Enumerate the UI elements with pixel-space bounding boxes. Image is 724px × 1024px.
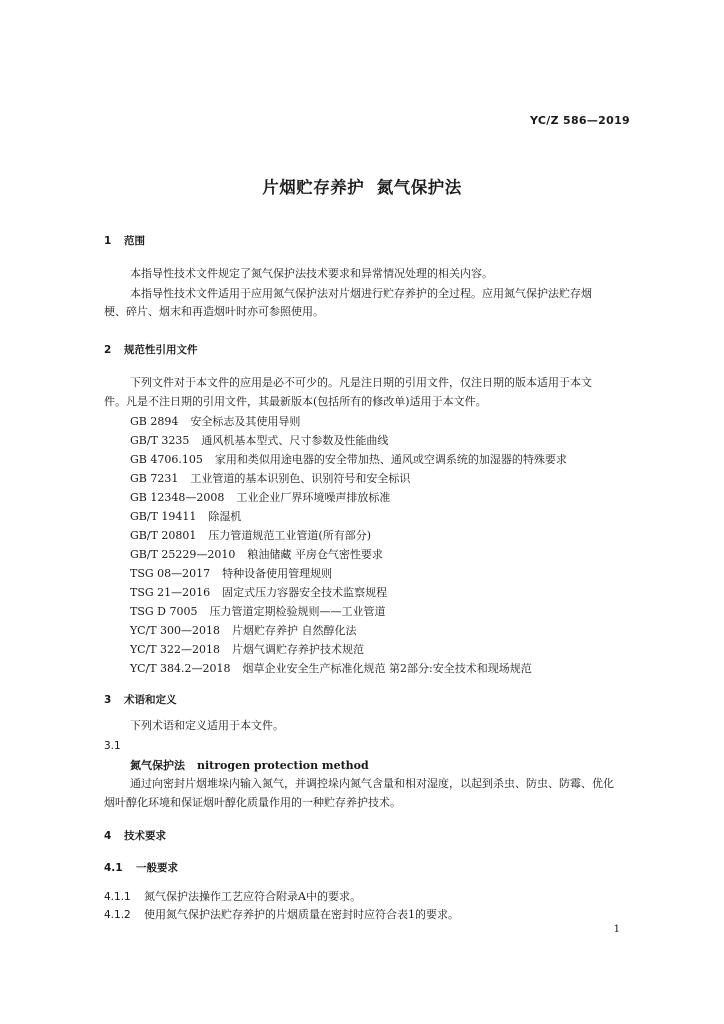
reference-title: 除湿机: [208, 510, 242, 523]
clause-text: 使用氮气保护法贮存养护的片烟质量在密封时应符合表1的要求。: [144, 908, 459, 921]
reference-item: [130, 413, 300, 429]
reference-item: [130, 565, 332, 581]
paragraph: 本指导性技术文件规定了氮气保护法技术要求和异常情况处理的相关内容。: [130, 267, 493, 280]
clause-4-1-1: [104, 888, 361, 904]
reference-title: 特种设备使用管理规则: [222, 567, 333, 580]
section-number: 1: [104, 235, 112, 247]
reference-item: [130, 432, 388, 448]
reference-title: 片烟贮存养护 自然醇化法: [232, 624, 357, 637]
reference-code: GB/T 25229—2010: [130, 548, 236, 561]
paragraph: 本指导性技术文件适用于应用氮气保护法对片烟进行贮存养护的全过程。应用氮气保护法贮存烟: [130, 287, 592, 300]
term-definition-continuation: 烟叶醇化环境和保证烟叶醇化质量作用的一种贮存养护技术。: [104, 796, 401, 809]
reference-title: 固定式压力容器安全技术监察规程: [222, 586, 388, 599]
reference-item: [130, 527, 371, 543]
section-2-heading: [104, 342, 198, 357]
reference-item: [130, 546, 383, 562]
section-number: 3: [104, 694, 112, 706]
reference-code: GB 12348—2008: [130, 491, 225, 504]
reference-title: 烟草企业安全生产标准化规范 第2部分:安全技术和现场规范: [242, 662, 532, 675]
reference-item: [130, 489, 390, 505]
reference-title: 压力管道规范工业管道(所有部分): [208, 529, 371, 542]
reference-code: GB 4706.105: [130, 453, 203, 466]
term-definition: 通过向密封片烟堆垛内输入氮气，并调控垛内氮气含量和相对湿度，以起到杀虫、防虫、防霉、优化: [130, 777, 614, 790]
section-title: 技术要求: [124, 830, 166, 842]
reference-item: [130, 470, 410, 486]
reference-code: GB 7231: [130, 472, 179, 485]
section-4-heading: [104, 828, 166, 843]
section-title: 规范性引用文件: [124, 344, 198, 356]
paragraph: 下列术语和定义适用于本文件。: [130, 719, 284, 732]
term-entry: [130, 757, 369, 773]
term-chinese: 氮气保护法: [130, 759, 185, 772]
term-english: nitrogen protection method: [197, 759, 369, 772]
reference-title: 粮油储藏 平房仓气密性要求: [247, 548, 383, 561]
clause-text: 氮气保护法操作工艺应符合附录A中的要求。: [144, 890, 361, 903]
section-1-heading: [104, 233, 145, 248]
reference-code: TSG 21—2016: [130, 586, 211, 599]
reference-code: YC/T 384.2—2018: [130, 662, 231, 675]
reference-item: [130, 508, 241, 524]
reference-title: 家用和类似用途电器的安全带加热、通风或空调系统的加湿器的特殊要求: [214, 453, 567, 466]
paragraph: 下列文件对于本文件的应用是必不可少的。凡是注日期的引用文件，仅注日期的版本适用于本文: [130, 376, 592, 389]
reference-item: [130, 641, 364, 657]
reference-item: [130, 584, 387, 600]
reference-title: 通风机基本型式、尺寸参数及性能曲线: [201, 434, 389, 447]
reference-item: [130, 622, 357, 638]
section-title: 范围: [124, 235, 145, 247]
section-number: 4: [104, 830, 112, 842]
reference-code: GB/T 19411: [130, 510, 197, 523]
reference-title: 片烟气调贮存养护技术规范: [232, 643, 365, 656]
paragraph-continuation: 件。凡是不注日期的引用文件，其最新版本(包括所有的修改单)适用于本文件。: [104, 395, 487, 408]
reference-code: GB/T 20801: [130, 529, 197, 542]
reference-code: GB 2894: [130, 415, 179, 428]
reference-code: TSG 08—2017: [130, 567, 211, 580]
section-number: 2: [104, 344, 112, 356]
standard-number: YC/Z 586—2019: [530, 114, 630, 127]
clause-4-1-2: [104, 906, 459, 922]
section-title: 术语和定义: [124, 694, 177, 706]
reference-code: YC/T 322—2018: [130, 643, 221, 656]
document-title: 片烟贮存养护 氮气保护法: [262, 178, 462, 197]
term-number: 3.1: [104, 740, 121, 752]
clause-number: 4.1.2: [104, 909, 131, 921]
reference-code: GB/T 3235: [130, 434, 190, 447]
reference-item: [130, 451, 567, 467]
clause-number: 4.1.1: [104, 891, 131, 903]
paragraph-continuation: 梗、碎片、烟末和再造烟叶时亦可参照使用。: [104, 305, 324, 318]
section-3-heading: [104, 692, 177, 707]
reference-item: [130, 660, 532, 676]
subsection-number: 4.1: [104, 862, 123, 874]
reference-code: YC/T 300—2018: [130, 624, 221, 637]
reference-code: TSG D 7005: [130, 605, 198, 618]
reference-title: 工业管道的基本识别色、识别符号和安全标识: [190, 472, 411, 485]
page-number: 1: [613, 924, 620, 935]
reference-title: 工业企业厂界环境噪声排放标准: [236, 491, 391, 504]
reference-title: 安全标志及其使用导则: [190, 415, 301, 428]
subsection-4-1-heading: [104, 860, 178, 875]
subsection-title: 一般要求: [136, 862, 178, 874]
reference-item: [130, 603, 385, 619]
reference-title: 压力管道定期检验规则——工业管道: [209, 605, 386, 618]
